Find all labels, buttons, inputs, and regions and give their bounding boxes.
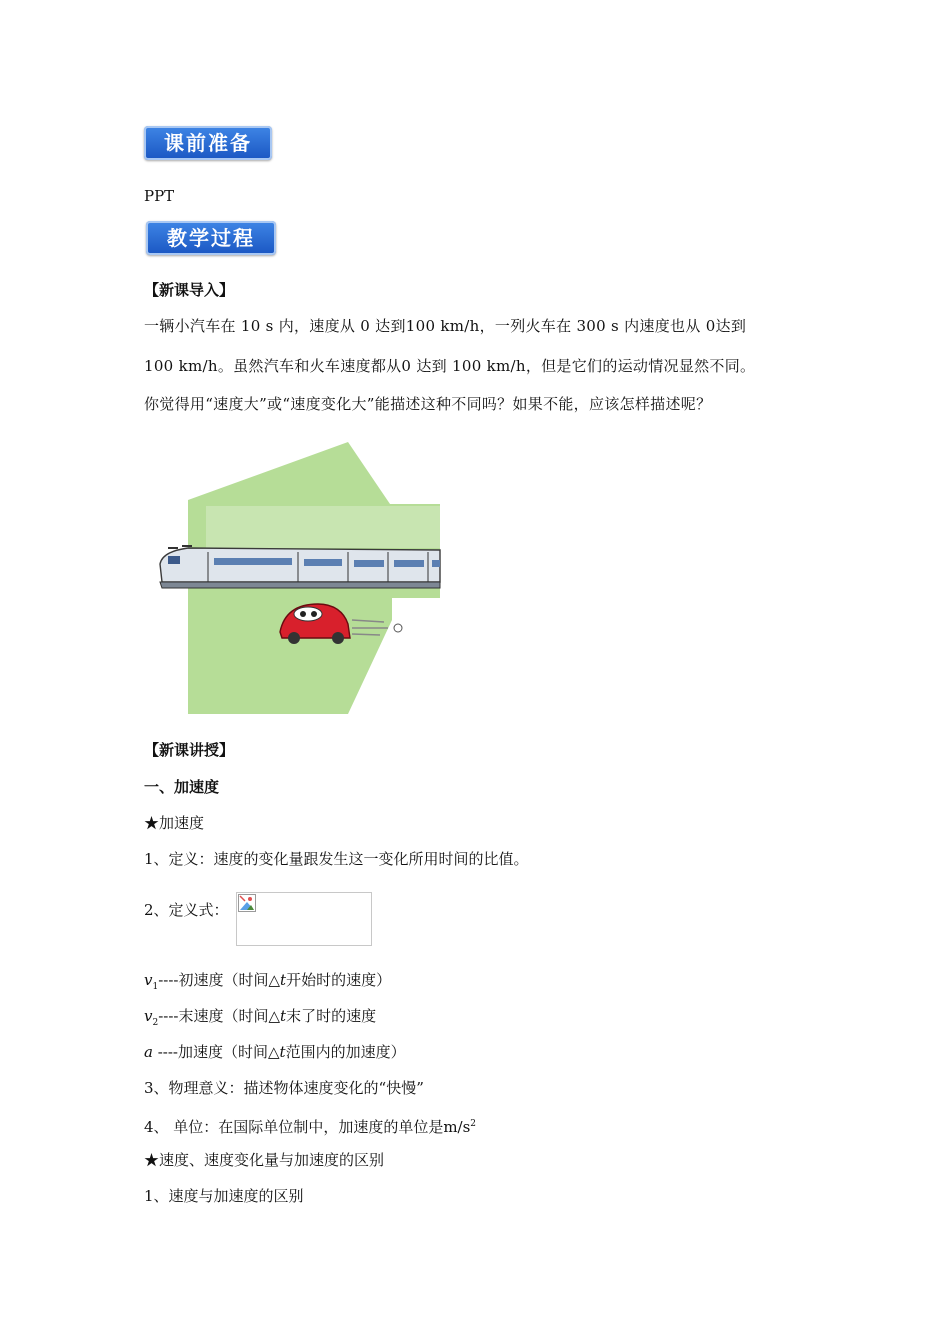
formula-image-placeholder [236, 892, 372, 946]
v2-desc: ----末速度（时间△ [158, 1007, 281, 1025]
a-desc: ----加速度（时间△ [152, 1043, 280, 1061]
train-car-illustration [148, 442, 448, 722]
lecture-title: 【新课讲授】 [144, 741, 235, 759]
a-t: t [279, 1043, 286, 1061]
intro-line-3: 你觉得用“速度大”或“速度变化大”能描述这种不同吗？如果不能，应该怎样描述呢？ [144, 395, 712, 413]
intro-line-1: 一辆小汽车在 10 s 内，速度从 0 达到100 km/h，一列火车在 300 s 内速度也从 0达到 [144, 317, 747, 335]
intro-title: 【新课导入】 [144, 281, 235, 299]
v2-symbol: v [144, 1007, 153, 1025]
v1-desc: ----初速度（时间△ [158, 971, 281, 989]
banner-process: 教学过程 [146, 221, 276, 255]
star-difference: ★速度、速度变化量与加速度的区别 [144, 1151, 385, 1169]
v2-line [144, 1006, 376, 1033]
v1-subscript: 1 [152, 982, 159, 992]
unit-text: 4、 单位：在国际单位制中，加速度的单位是m/s [144, 1118, 471, 1136]
broken-image-icon [238, 894, 256, 912]
prep-text: PPT [144, 187, 175, 205]
a-line [144, 1042, 406, 1062]
definition: 1、定义：速度的变化量跟发生这一变化所用时间的比值。 [144, 850, 529, 868]
difference-item-1: 1、速度与加速度的区别 [144, 1187, 304, 1205]
unit-line [144, 1114, 476, 1137]
train-icon [160, 546, 440, 588]
v1-line [144, 970, 391, 997]
a-symbol: a [144, 1043, 153, 1061]
formula-label: 2、定义式： [144, 901, 229, 919]
v2-subscript: 2 [152, 1018, 159, 1028]
v2-end: 末了时的速度 [286, 1007, 377, 1025]
v2-t: t [280, 1007, 287, 1025]
physical-meaning: 3、物理意义：描述物体速度变化的“快慢” [144, 1079, 424, 1097]
v1-symbol: v [144, 971, 153, 989]
a-end: 范围内的加速度） [285, 1043, 406, 1061]
intro-line-2: 100 km/h。虽然汽车和火车速度都从0 达到 100 km/h，但是它们的运动情况显然不同。 [144, 357, 756, 375]
banner-prep: 课前准备 [144, 126, 272, 160]
unit-superscript: 2 [470, 1119, 477, 1129]
heading-acceleration: 一、加速度 [144, 778, 220, 796]
star-acceleration: ★加速度 [144, 814, 205, 832]
v1-t: t [280, 971, 287, 989]
v1-end: 开始时的速度） [286, 971, 392, 989]
